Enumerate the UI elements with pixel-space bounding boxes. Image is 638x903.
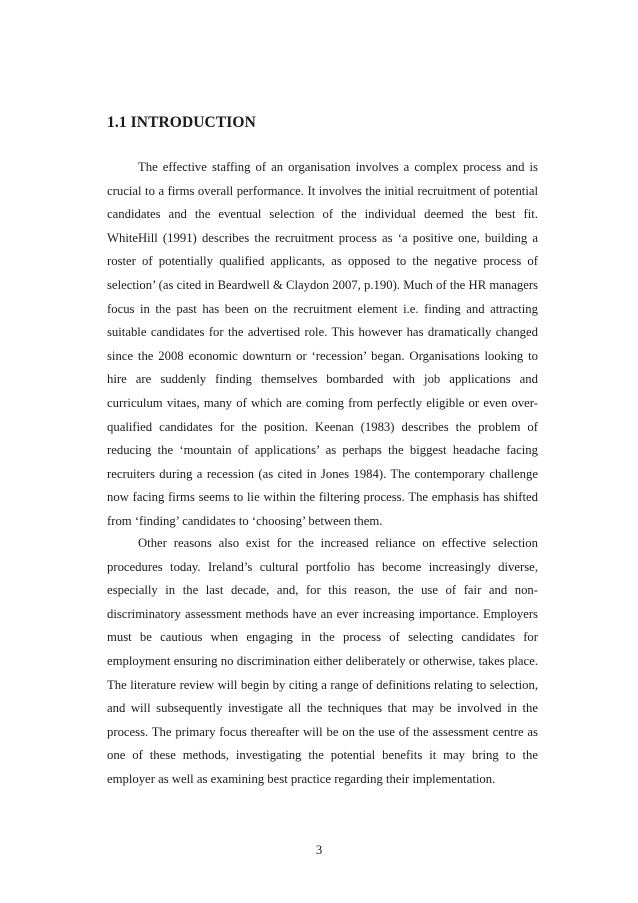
- section-heading: 1.1 INTRODUCTION: [107, 114, 256, 131]
- page-number: 3: [315, 843, 323, 857]
- paragraph-1: The effective staffing of an organisation involves a complex process and is crucial to a firms overall performance. It involves the initial recruitment of potential candidates and the eventual selection of the individual deemed the best fit. WhiteHill (1991) describes the recruitment process as ‘a positive one, building a roster of potentially qualified applicants, as opposed to the negative process of selection’ (as cited in Beardwell & Claydon 2007, p.190). Much of the HR managers focus in the past has been on the recruitment element i.e. finding and attracting suitable candidates for the advertised role. This however has dramatically changed since the 2008 economic downturn or ‘recession’ began. Organisations looking to hire are suddenly finding themselves bombarded with job applications and curriculum vitaes, many of which are coming from perfectly eligible or even over-qualified candidates for the position. Keenan (1983) describes the problem of reducing the ‘mountain of applications’ as perhaps the biggest headache facing recruiters during a recession (as cited in Jones 1984). The contemporary challenge now facing firms seems to lie within the filtering process. The emphasis has shifted from ‘finding’ candidates to ‘choosing’ between them.: [107, 160, 538, 528]
- paragraph-2: Other reasons also exist for the increased reliance on effective selection procedures today. Ireland’s cultural portfolio has become increasingly diverse, especially in the last decade, and, for this reason, the use of fair and non-discriminatory assessment methods have an ever increasing importance. Employers must be cautious when engaging in the process of selecting candidates for employment ensuring no discrimination either deliberately or otherwise, takes place. The literature review will begin by citing a range of definitions relating to selection, and will subsequently investigate all the techniques that may be involved in the process. The primary focus thereafter will be on the use of the assessment centre as one of these methods, investigating the potential benefits it may bring to the employer as well as examining best practice regarding their implementation.: [107, 536, 538, 786]
